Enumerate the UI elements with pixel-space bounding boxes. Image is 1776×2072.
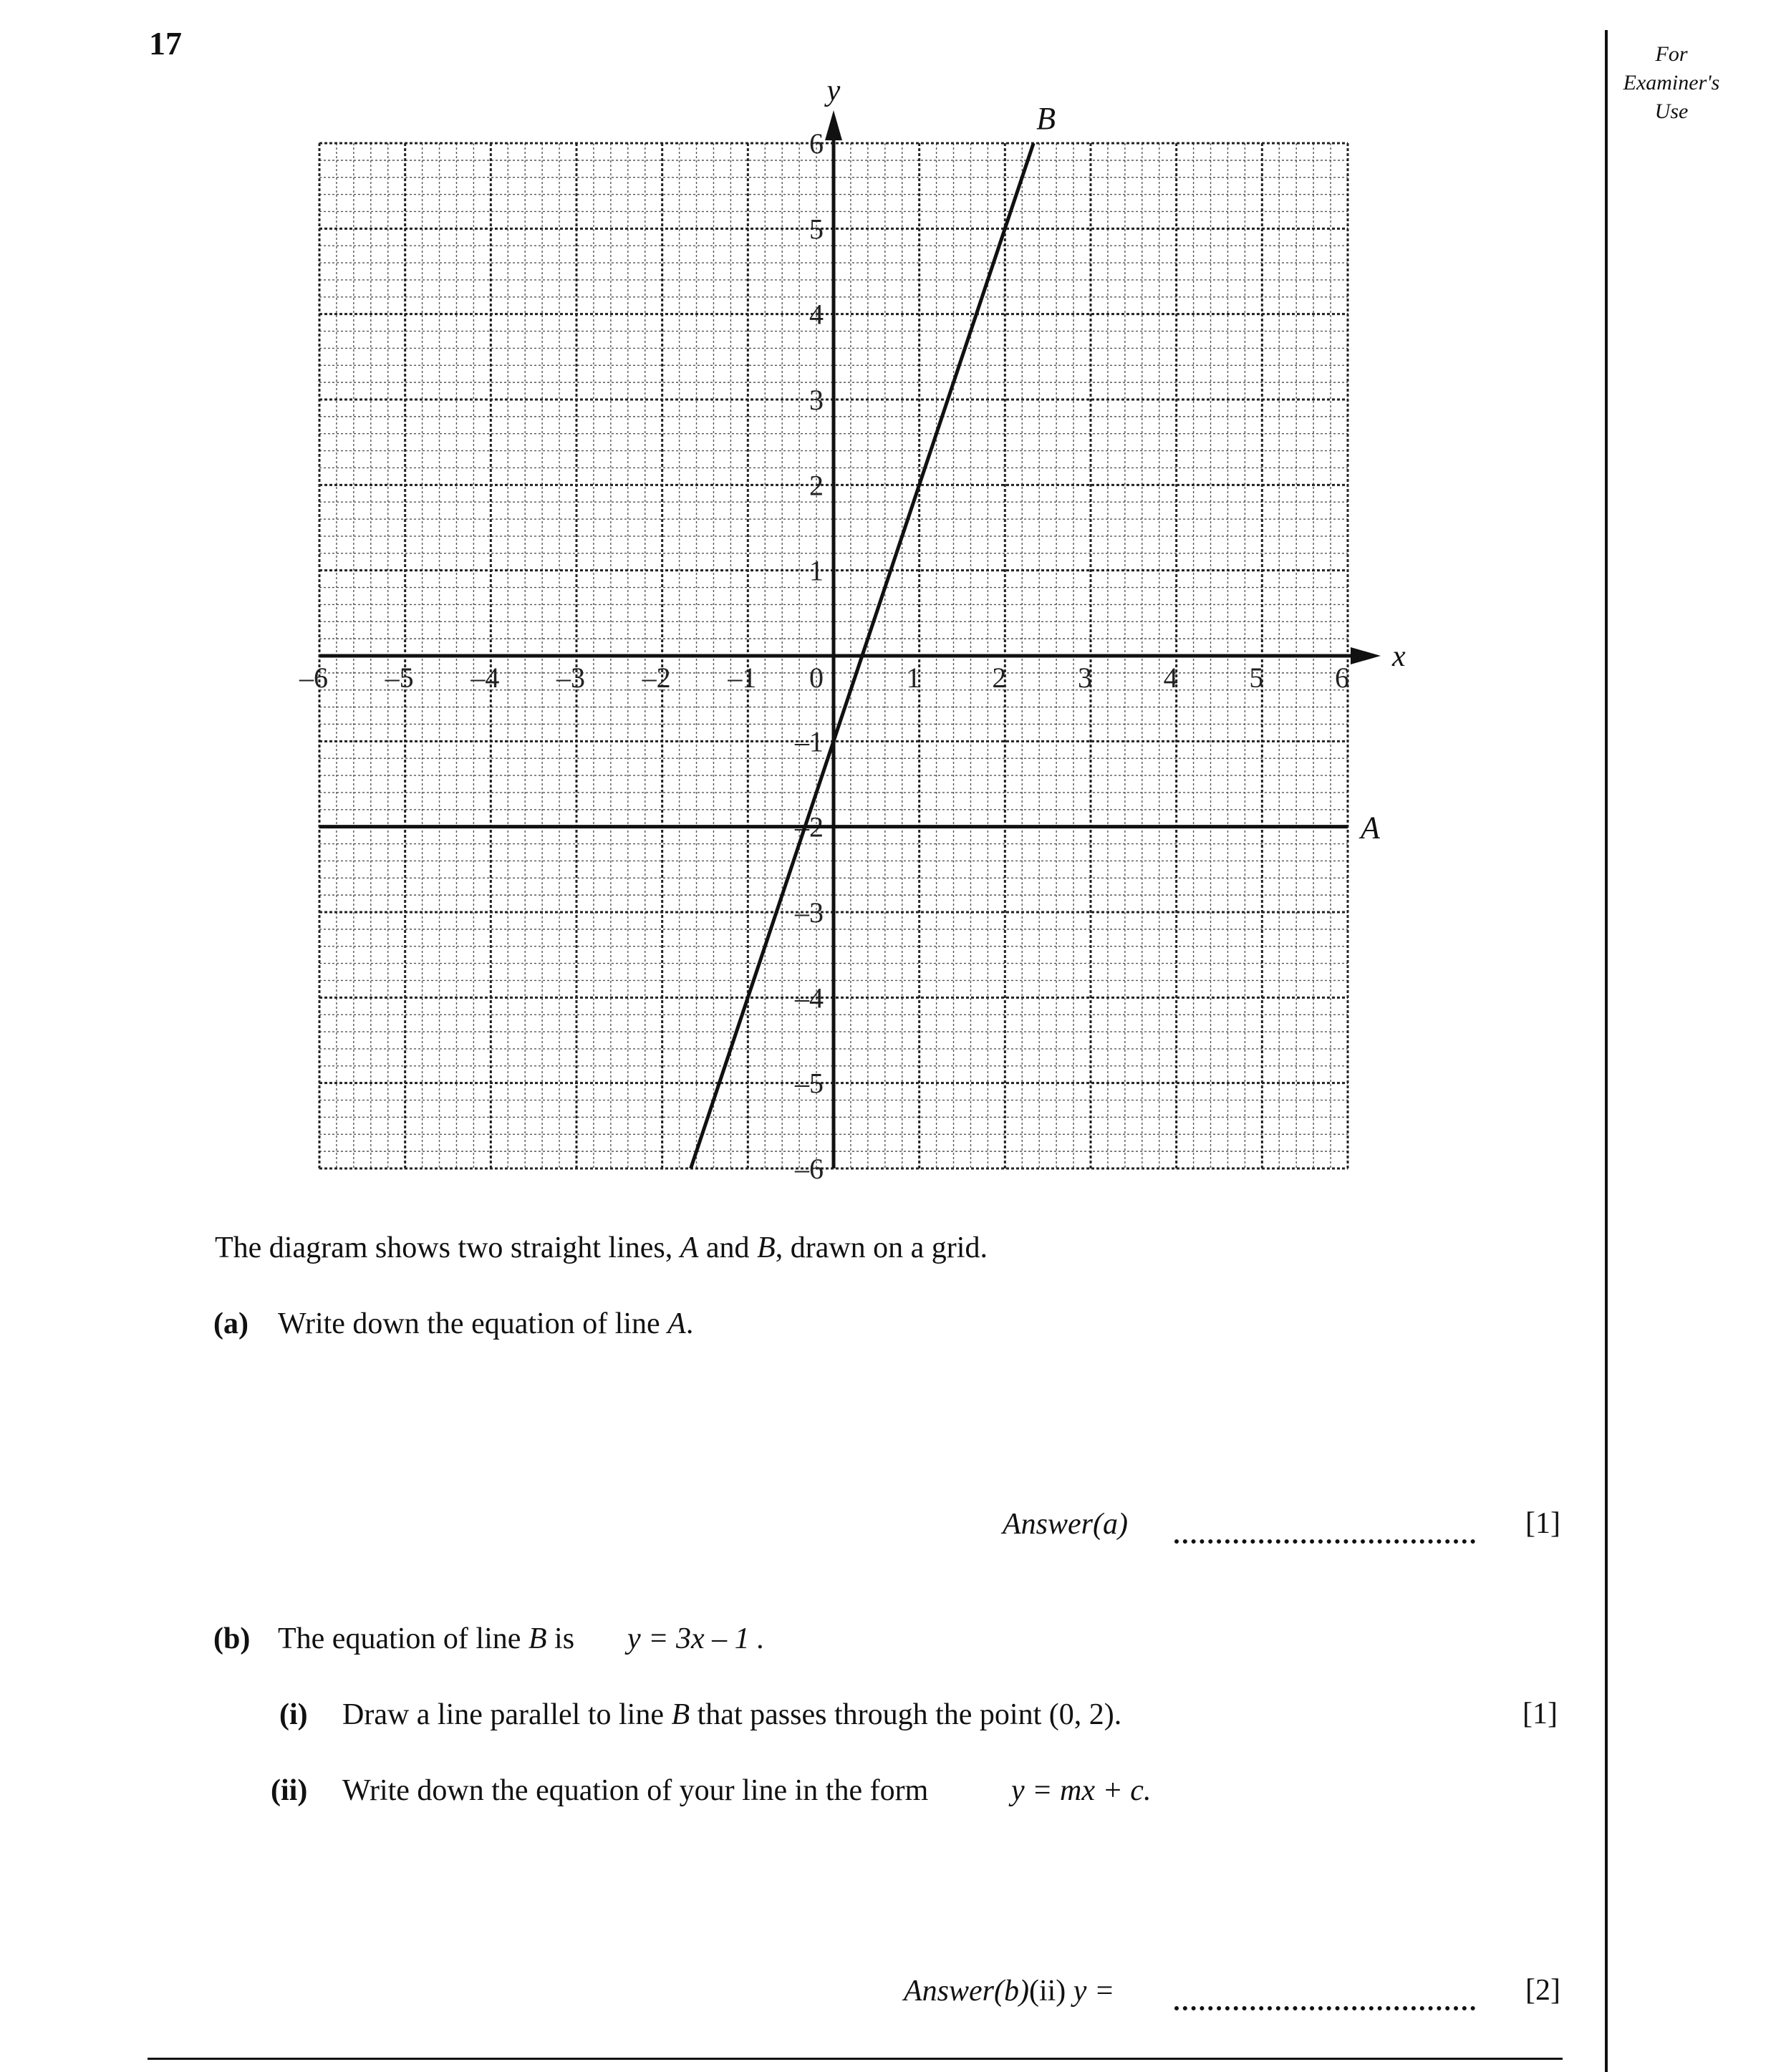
part-a-line: A — [667, 1307, 686, 1340]
part-b-is: is — [546, 1622, 575, 1655]
part-a-end: . — [685, 1307, 694, 1340]
y-tick-label: –5 — [795, 1067, 824, 1100]
part-b-i-text — [342, 1697, 1121, 1733]
y-tick-label: –6 — [795, 1153, 824, 1185]
part-b-i-line: B — [671, 1698, 690, 1731]
y-tick-label: –2 — [795, 810, 824, 843]
intro-before: The diagram shows two straight lines, — [215, 1231, 680, 1264]
part-b-ii-text: Write down the equation of your line in the form — [342, 1774, 929, 1807]
x-tick-label: –2 — [642, 662, 671, 694]
part-b-i-question: Draw a line parallel to line — [342, 1698, 672, 1731]
part-b-i-label: (i) — [279, 1698, 308, 1731]
line-a-label: A — [1361, 810, 1380, 846]
answer-b-ii-label — [904, 1973, 1114, 2009]
answer-b-ii-field[interactable] — [1174, 2006, 1475, 2010]
x-tick-label: 3 — [1078, 662, 1092, 694]
x-tick-label: 4 — [1163, 662, 1178, 694]
part-a-marks: [1] — [1525, 1507, 1560, 1540]
x-tick-label: –1 — [728, 662, 757, 694]
x-axis-arrow — [1351, 647, 1381, 664]
part-b-line: B — [528, 1622, 547, 1655]
answer-a-field[interactable] — [1174, 1539, 1475, 1544]
examiner-line-1: For — [1655, 42, 1688, 66]
x-axis-label: x — [1392, 640, 1406, 673]
part-b-i-point: that passes through the point (0, 2). — [690, 1698, 1122, 1731]
question-number: 17 — [149, 25, 182, 62]
answer-a-label: Answer(a) — [1003, 1508, 1128, 1541]
part-b-i-marks: [1] — [1522, 1698, 1558, 1730]
intro-after: , drawn on a grid. — [775, 1231, 988, 1264]
examiner-line-3: Use — [1654, 100, 1689, 123]
x-tick-label: –4 — [470, 662, 500, 694]
x-tick-label: 0 — [809, 662, 824, 694]
y-tick-label: 3 — [809, 384, 824, 416]
intro-line-a: A — [680, 1231, 699, 1264]
part-a-label: (a) — [213, 1307, 248, 1340]
part-b-question: The equation of line — [278, 1622, 529, 1655]
y-tick-label: 1 — [809, 554, 824, 587]
y-tick-label: –1 — [795, 725, 824, 758]
x-tick-label: –3 — [556, 662, 585, 694]
part-a-question: Write down the equation of line — [278, 1307, 668, 1340]
x-tick-label: 2 — [992, 662, 1007, 694]
y-tick-label: 6 — [809, 127, 824, 160]
y-tick-label: –4 — [795, 982, 824, 1015]
answer-b-sub: (ii) — [1028, 1975, 1073, 2008]
x-tick-label: 1 — [906, 662, 921, 694]
examiner-line-2: Examiner's — [1623, 71, 1720, 95]
line-b-label: B — [1036, 101, 1056, 136]
bottom-rule — [148, 2058, 1563, 2060]
part-a-text — [278, 1306, 693, 1342]
y-tick-label: 4 — [809, 298, 824, 331]
part-b-label: (b) — [213, 1622, 251, 1655]
part-b-ii-marks: [2] — [1525, 1974, 1560, 2007]
part-b-text — [278, 1621, 574, 1657]
part-b-ii-label: (ii) — [271, 1774, 308, 1807]
part-b-ii-form: y = mx + c. — [1011, 1774, 1152, 1807]
answer-b-label: Answer(b) — [904, 1975, 1029, 2008]
answer-b-var: y = — [1073, 1975, 1115, 2008]
x-tick-label: –5 — [385, 662, 414, 694]
y-axis-arrow — [825, 110, 842, 140]
x-tick-label: –6 — [299, 662, 328, 694]
intro-text — [215, 1230, 988, 1266]
intro-mid: and — [698, 1231, 758, 1264]
x-tick-label: 5 — [1249, 662, 1264, 694]
intro-line-b: B — [757, 1231, 776, 1264]
y-tick-label: –3 — [795, 896, 824, 929]
y-tick-label: 2 — [809, 469, 824, 502]
y-axis-label: y — [826, 74, 841, 107]
part-b-equation: y = 3x – 1 . — [627, 1622, 765, 1655]
series-lines — [319, 101, 1381, 1168]
x-tick-label: 6 — [1335, 662, 1349, 694]
y-tick-label: 5 — [809, 213, 824, 246]
